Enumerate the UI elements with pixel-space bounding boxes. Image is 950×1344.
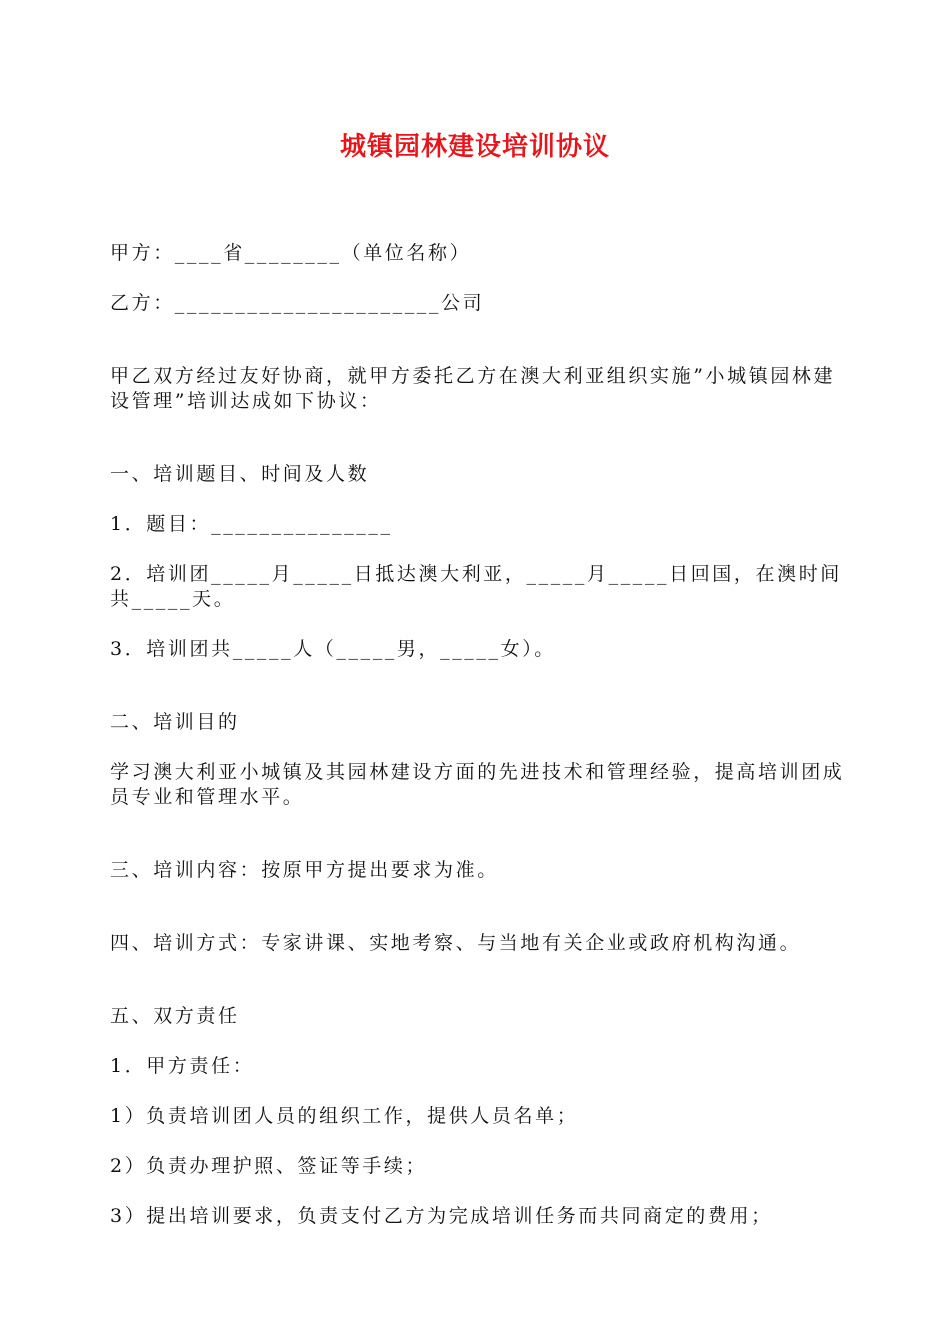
section-heading-1: 一、培训题目、时间及人数 <box>110 463 370 485</box>
document-title: 城镇园林建设培训协议 <box>339 132 610 162</box>
section-heading-3: 三、培训内容：按原甲方提出要求为准。 <box>110 859 499 881</box>
clause-5-1-1: 1）负责培训团人员的组织工作，提供人员名单； <box>110 1105 579 1127</box>
clause-5-1-2: 2）负责办理护照、签证等手续； <box>110 1155 428 1177</box>
party-a-line: 甲方：____省________（单位名称） <box>110 242 472 264</box>
clause-1-3: 3．培训团共_____人（_____男，_____女）。 <box>110 638 556 660</box>
section-2-body: 学习澳大利亚小城镇及其园林建设方面的先进技术和管理经验，提高培训团成员专业和管理水平。 <box>110 761 845 808</box>
clause-1-1: 1．题目：_______________ <box>110 513 393 535</box>
clause-5-1: 1．甲方责任： <box>110 1055 255 1077</box>
section-heading-4: 四、培训方式：专家讲课、实地考察、与当地有关企业或政府机构沟通。 <box>110 932 802 954</box>
section-heading-5: 五、双方责任 <box>110 1005 240 1027</box>
clause-1-2: 2．培训团_____月_____日抵达澳大利亚，_____月_____日回国，在澳时间共_____天。 <box>110 563 842 610</box>
clause-5-1-3: 3）提出培训要求，负责支付乙方为完成培训任务而共同商定的费用； <box>110 1205 773 1227</box>
intro-paragraph: 甲乙双方经过友好协商，就甲方委托乙方在澳大利亚组织实施”小城镇园林建设管理”培训达成如下协议： <box>110 365 836 412</box>
section-heading-2: 二、培训目的 <box>110 711 240 733</box>
document-body <box>110 241 846 1254</box>
party-b-line: 乙方：______________________公司 <box>110 292 485 314</box>
